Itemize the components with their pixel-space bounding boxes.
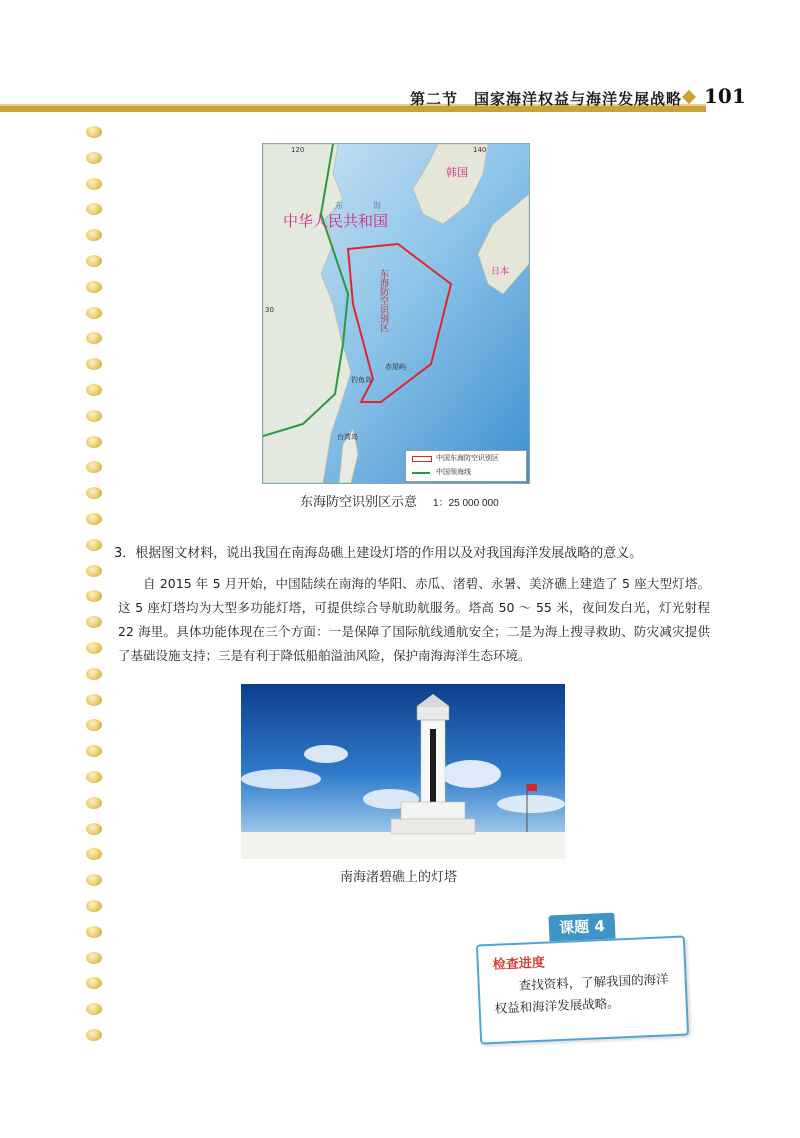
map-caption bbox=[300, 491, 499, 510]
question-3: 3．根据图文材料，说出我国在南海岛礁上建设灯塔的作用以及对我国海洋发展战略的意义。 bbox=[114, 546, 643, 561]
legend-item-adiz bbox=[406, 451, 526, 465]
map-label-taiwan: 台湾岛 bbox=[337, 433, 358, 441]
binding-ring bbox=[86, 952, 102, 964]
lighthouse-photo bbox=[241, 684, 565, 859]
binding-ring bbox=[86, 565, 102, 577]
map-scale: 1：25 000 000 bbox=[433, 498, 499, 509]
binding-ring bbox=[86, 436, 102, 448]
binding-ring bbox=[86, 152, 102, 164]
legend-swatch-red bbox=[412, 456, 432, 462]
map-label-lon-120: 120 bbox=[291, 146, 305, 154]
map-caption-text: 东海防空识别区示意 bbox=[300, 495, 418, 510]
cloud bbox=[497, 795, 565, 813]
cloud bbox=[241, 769, 321, 789]
binding-ring bbox=[86, 203, 102, 215]
binding-ring bbox=[86, 745, 102, 757]
task-card-heading: 检查进度 bbox=[492, 955, 546, 973]
binding-ring bbox=[86, 410, 102, 422]
binding-ring bbox=[86, 977, 102, 989]
binding-ring bbox=[86, 668, 102, 680]
lighthouse-lantern bbox=[417, 706, 449, 720]
binding-ring bbox=[86, 823, 102, 835]
cloud bbox=[441, 760, 501, 788]
legend-label: 中国领海线 bbox=[436, 468, 471, 476]
map-label-east: 东 bbox=[335, 201, 343, 210]
cloud bbox=[304, 745, 348, 763]
map-label-lon-140: 140 bbox=[473, 146, 487, 154]
lighthouse-base-lower bbox=[391, 819, 475, 834]
binding-ring bbox=[86, 513, 102, 525]
binding-ring bbox=[86, 642, 102, 654]
binding-ring bbox=[86, 281, 102, 293]
map-label-country: 中华人民共和国 bbox=[283, 213, 389, 230]
diamond-icon bbox=[682, 90, 696, 104]
task-card bbox=[476, 935, 689, 1044]
binding-ring bbox=[86, 487, 102, 499]
binding-ring bbox=[86, 926, 102, 938]
legend-label: 中国东海防空识别区 bbox=[436, 454, 499, 462]
task-card-text: 查找资料，了解我国的海洋权益和海洋发展战略。 bbox=[494, 971, 669, 1016]
binding-ring bbox=[86, 1003, 102, 1015]
map-label-chiwei: 赤尾屿 bbox=[385, 363, 406, 371]
legend-item-sea-line bbox=[406, 465, 526, 479]
map-legend bbox=[405, 450, 527, 482]
binding-ring bbox=[86, 771, 102, 783]
legend-swatch-green bbox=[412, 472, 430, 474]
binding-ring bbox=[86, 694, 102, 706]
binding-ring bbox=[86, 358, 102, 370]
binding-ring bbox=[86, 719, 102, 731]
reef-ground bbox=[241, 832, 565, 859]
map-label-korea: 韩国 bbox=[446, 166, 468, 179]
binding-ring bbox=[86, 874, 102, 886]
binding-ring bbox=[86, 848, 102, 860]
body-paragraph: 自 2015 年 5 月开始，中国陆续在南海的华阳、赤瓜、渚碧、永暑、美济礁上建造了 5 座大型灯塔。这 5 座灯塔均为大型多功能灯塔，可提供综合导航助航服务。塔高 50 ～ 55 米，夜间发白光，灯光射程 22 海里。具体功能体现在三个方面：一是保障了国际航线通航安全；二是为海上搜寻救助、防灾减灾提供了基础设施支持；三是有利于降低船舶溢油风险，保护南海海洋生态环境。 bbox=[118, 576, 710, 663]
photo-caption: 南海渚碧礁上的灯塔 bbox=[340, 870, 458, 885]
map-label-sea: 海 bbox=[373, 201, 381, 210]
binding-ring bbox=[86, 384, 102, 396]
flag bbox=[527, 784, 537, 791]
lighthouse-illustration bbox=[241, 684, 565, 859]
page-number: 101 bbox=[704, 84, 746, 108]
map-label-adiz: 东海防空识别区 bbox=[378, 269, 388, 332]
binding-ring bbox=[86, 178, 102, 190]
section-title: 第二节 国家海洋权益与海洋发展战略 bbox=[409, 90, 682, 108]
binding-ring bbox=[86, 616, 102, 628]
binding-ring bbox=[86, 229, 102, 241]
map-graphic bbox=[263, 144, 529, 483]
task-card-tab: 课题 4 bbox=[548, 913, 615, 942]
map-label-diaoyu: 钓鱼岛 bbox=[351, 376, 372, 384]
binding-ring bbox=[86, 332, 102, 344]
binding-ring bbox=[86, 797, 102, 809]
binding-ring bbox=[86, 255, 102, 267]
binding-ring bbox=[86, 461, 102, 473]
binding-ring bbox=[86, 126, 102, 138]
map-label-japan: 日本 bbox=[491, 267, 510, 277]
map-label-lat-30: 30 bbox=[265, 306, 274, 314]
east-china-sea-adiz-map bbox=[262, 143, 530, 484]
binding-ring bbox=[86, 307, 102, 319]
binding-ring bbox=[86, 900, 102, 912]
binding-ring bbox=[86, 539, 102, 551]
binding-ring bbox=[86, 590, 102, 602]
binding-ring bbox=[86, 1029, 102, 1041]
